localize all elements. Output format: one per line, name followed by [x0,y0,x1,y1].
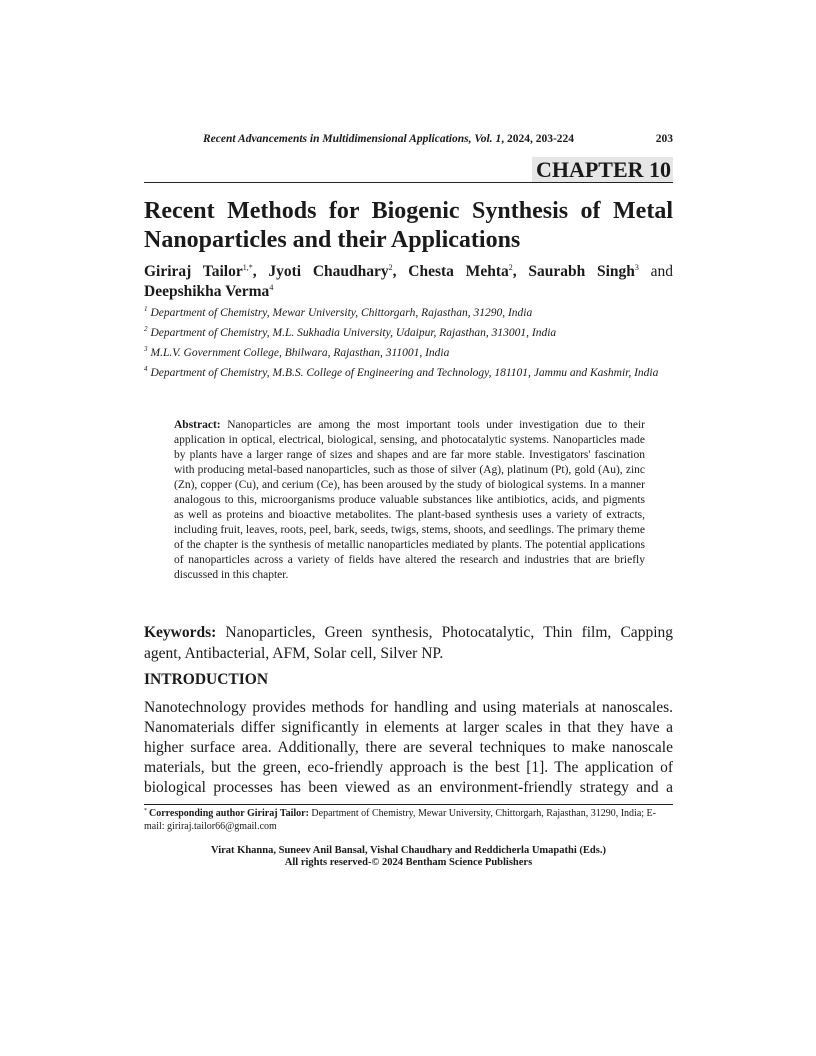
page-number: 203 [655,133,673,145]
author-sep: , [252,263,269,280]
affiliation: $^3$ M.L.V. Government College, Bhilwara, Rajasthan, 311001, India [144,345,450,359]
author-name: Giriraj Tailor [144,263,243,280]
keywords-text: Nanoparticles, Green synthesis, Photocatalytic, Thin film, Capping agent, Antibacterial, AFM, Solar cell, Silver NP. [144,624,673,662]
chapter-label: CHAPTER 10 [532,157,673,183]
affiliation: $^2$ Department of Chemistry, M.L. Sukhadia University, Udaipur, Rajasthan, 313001, India [144,325,557,339]
keywords-label: Keywords: [144,624,217,641]
author-list [144,262,673,302]
keywords [144,622,673,664]
abstract-text: Nanoparticles are among the most important tools under investigation due to their application in optical, electrical, biological, sensing, and photocatalytic systems. Nanoparticles made by plants have a larger range of sizes and shapes and are far more stable. Investigators' fascination with producing metal-based nanoparticles, such as those of silver (Ag), platinum (Pt), gold (Au), zinc (Zn), copper (Cu), and cerium (Ce), has been aroused by the study of biological systems. In a manner analogous to this, microorganisms produce valuable substances like antibiotics, acids, and pigments as well as proteins and bioactive metabolites. The plant-based synthesis uses a variety of extracts, including fruit, leaves, roots, peel, bark, seeds, twigs, stems, shoots, and seedlings. The primary theme of the chapter is the synthesis of metallic nanoparticles mediated by plants. The potential applications of nanoparticles across a variety of fields have altered the research and industries that are briefly discussed in this chapter. [174,419,645,581]
introduction-text: Nanotechnology provides methods for handling and using materials at nanoscales. Nanomaterials differ significantly in elements at larger scales in that they have a higher surface area. Additionally, there are several techniques to make nanoscale materials, but the green, eco-friendly approach is the best [1]. The application of biological processes has been viewed as an environment-friendly strategy and a [144,699,673,796]
publisher-info [144,845,673,869]
affiliation: $^1$ Department of Chemistry, Mewar University, Chittorgarh, Rajasthan, 31290, India [144,305,533,319]
author-sup: 2 [388,262,393,272]
author-sup: 3 [634,262,639,272]
affiliation: $^4$ Department of Chemistry, M.B.S. College of Engineering and Technology, 181101, Jammu and Kashmir, India [144,365,659,379]
author-name: Saurabh Singh [528,263,635,280]
chapter-rule [144,182,673,183]
footnote-text: Department of Chemistry, Mewar University, Chittorgarh, Rajasthan, 31290, India; E-mail: giriraj.tailor66@gmail.com [144,808,656,832]
corresponding-author-footnote [144,807,673,833]
footnote-marker: * [144,807,147,814]
abstract-label: Abstract: [174,419,221,431]
abstract [174,418,645,583]
journal-citation: Recent Advancements in Multidimensional Applications, Vol. 1, 2024, 203-224 [203,133,575,145]
paper-title: Recent Methods for Biogenic Synthesis of Metal Nanoparticles and their Applications [144,198,673,253]
author-name: Chesta Mehta [408,263,509,280]
author-sep: and [638,263,674,280]
author-name: Deepshikha Verma [144,283,270,300]
editors-line: Virat Khanna, Suneev Anil Bansal, Vishal Chaudhary and Reddicherla Umapathi (Eds.) [211,845,606,856]
footnote-rule [144,804,673,805]
author-sup: 2 [508,262,513,272]
author-sep: , [392,263,409,280]
rights-line: All rights reserved-© 2024 Bentham Science Publishers [284,857,533,868]
affiliation-list [144,303,673,383]
author-sep: , [512,263,529,280]
footnote-label: Corresponding author Giriraj Tailor: [149,808,309,819]
author-sup: 4 [269,282,274,292]
author-name: Jyoti Chaudhary [268,263,389,280]
section-heading-introduction: INTRODUCTION [144,671,269,688]
author-sup: 1,* [242,262,253,272]
